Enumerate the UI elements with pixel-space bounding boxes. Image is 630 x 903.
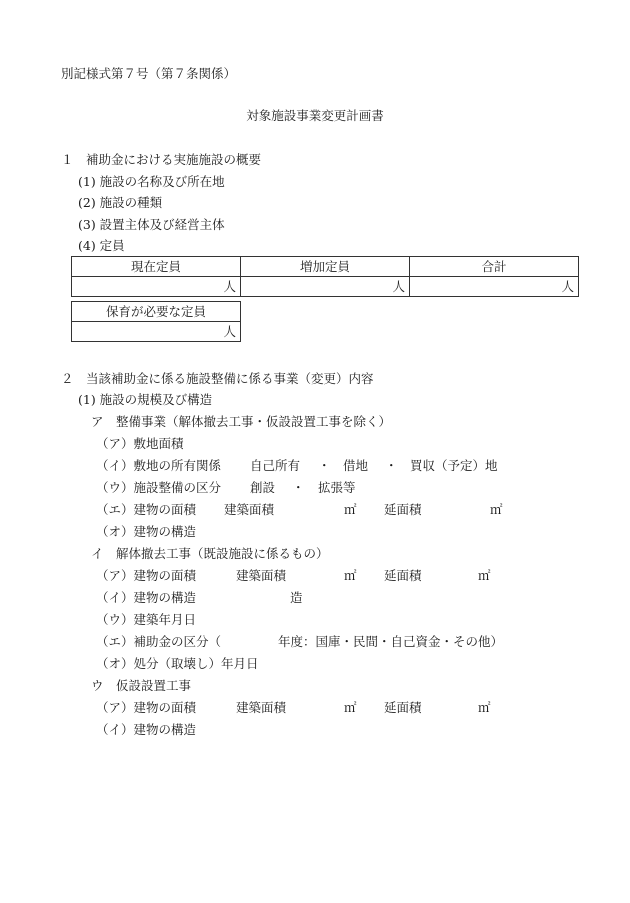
square-meter-unit: ㎡ bbox=[478, 568, 491, 583]
c-building-structure: （イ）建物の構造 bbox=[96, 722, 197, 737]
b-building-area-row bbox=[0, 568, 630, 584]
b-subsidy-type-options: 年度：国庫・民間・自己資金・その他） bbox=[278, 634, 504, 649]
b-building-area-label: （ア）建物の面積 bbox=[96, 568, 197, 583]
new-build-option: 創設 bbox=[250, 480, 276, 495]
a-development-type-label: （ウ）施設整備の区分 bbox=[96, 480, 222, 495]
a-building-area-label: （エ）建物の面積 bbox=[96, 502, 197, 517]
expansion-option: 拡張等 bbox=[318, 480, 356, 495]
separator-dot: ・ bbox=[318, 458, 331, 473]
section1-heading: １ 補助金における実施施設の概要 bbox=[61, 152, 262, 167]
a-land-ownership-row bbox=[0, 458, 630, 474]
capacity-table bbox=[71, 256, 579, 297]
section1-item-1: (1) 施設の名称及び所在地 bbox=[78, 174, 225, 189]
section2-b-heading: イ 解体撤去工事（既設施設に係るもの） bbox=[91, 546, 329, 561]
purchase-land-option: 買収（予定）地 bbox=[410, 458, 498, 473]
b-construction-date: （ウ）建築年月日 bbox=[96, 612, 197, 627]
childcare-capacity-cell: 人 bbox=[72, 322, 241, 342]
b-subsidy-type-label: （エ）補助金の区分（ bbox=[96, 634, 222, 649]
c-building-area-row bbox=[0, 700, 630, 716]
current-capacity-cell: 人 bbox=[72, 277, 241, 297]
leased-land-option: 借地 bbox=[343, 458, 369, 473]
section2-a-heading: ア 整備事業（解体撤去工事・仮設設置工事を除く） bbox=[91, 414, 392, 429]
a-building-structure: （オ）建物の構造 bbox=[96, 524, 197, 539]
b-floor-area-label: 延面積 bbox=[384, 568, 422, 583]
separator-dot: ・ bbox=[292, 480, 305, 495]
document-title: 対象施設事業変更計画書 bbox=[246, 108, 384, 123]
childcare-capacity-header: 保育が必要な定員 bbox=[72, 302, 241, 322]
c-building-footprint-label: 建築面積 bbox=[236, 700, 287, 715]
increase-capacity-header: 増加定員 bbox=[241, 257, 410, 277]
square-meter-unit: ㎡ bbox=[344, 700, 357, 715]
b-building-structure-label: （イ）建物の構造 bbox=[96, 590, 197, 605]
own-property-option: 自己所有 bbox=[250, 458, 301, 473]
square-meter-unit: ㎡ bbox=[344, 568, 357, 583]
c-floor-area-label: 延面積 bbox=[384, 700, 422, 715]
section1-item-3: (3) 設置主体及び経営主体 bbox=[78, 217, 225, 232]
b-building-structure-row bbox=[0, 590, 630, 606]
section2-c-heading: ウ 仮設設置工事 bbox=[91, 678, 192, 693]
a-building-footprint-label: 建築面積 bbox=[224, 502, 275, 517]
square-meter-unit: ㎡ bbox=[478, 700, 491, 715]
b-structure-suffix: 造 bbox=[290, 590, 303, 605]
a-land-ownership-label: （イ）敷地の所有関係 bbox=[96, 458, 222, 473]
a-floor-area-label: 延面積 bbox=[384, 502, 422, 517]
section1-item-2: (2) 施設の種類 bbox=[78, 195, 163, 210]
b-demolition-date: （オ）処分（取壊し）年月日 bbox=[96, 656, 259, 671]
section2-sub1: (1) 施設の規模及び構造 bbox=[78, 392, 213, 407]
separator-dot: ・ bbox=[385, 458, 398, 473]
childcare-capacity-table bbox=[71, 301, 241, 342]
b-building-footprint-label: 建築面積 bbox=[236, 568, 287, 583]
c-building-area-label: （ア）建物の面積 bbox=[96, 700, 197, 715]
a-site-area: （ア）敷地面積 bbox=[96, 436, 184, 451]
a-building-area-row bbox=[0, 502, 630, 518]
total-capacity-header: 合計 bbox=[410, 257, 579, 277]
total-capacity-cell: 人 bbox=[410, 277, 579, 297]
square-meter-unit: ㎡ bbox=[344, 502, 357, 517]
current-capacity-header: 現在定員 bbox=[72, 257, 241, 277]
section1-item-4: (4) 定員 bbox=[78, 238, 125, 253]
form-header: 別記様式第７号（第７条関係） bbox=[61, 66, 237, 81]
increase-capacity-cell: 人 bbox=[241, 277, 410, 297]
a-development-type-row bbox=[0, 480, 630, 496]
b-subsidy-type-row bbox=[0, 634, 630, 650]
square-meter-unit: ㎡ bbox=[490, 502, 503, 517]
section2-heading: ２ 当該補助金に係る施設整備に係る事業（変更）内容 bbox=[61, 371, 374, 386]
